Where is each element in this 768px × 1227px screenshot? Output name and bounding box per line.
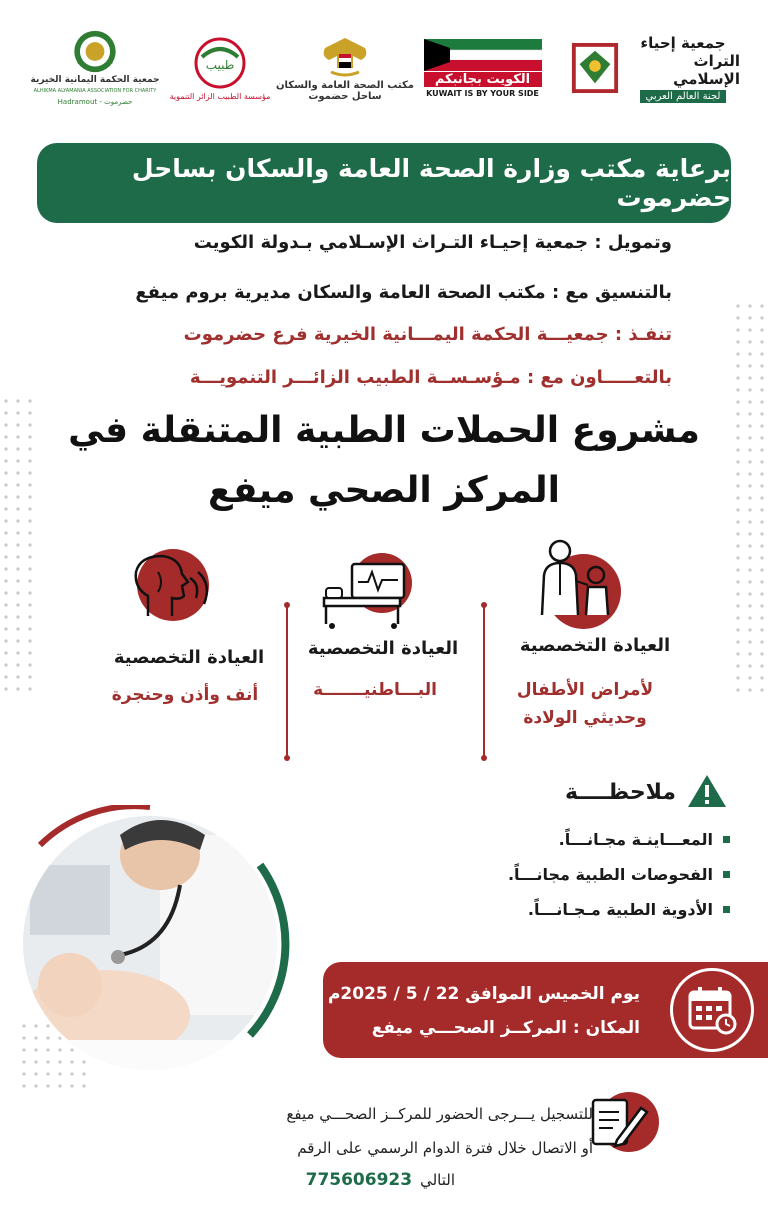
doctor-baby-photo xyxy=(10,805,300,1080)
funding-line: وتمويل : جمعية إحيـاء التـراث الإسـلامي بـدولة الكويت xyxy=(193,232,672,253)
sponsorship-banner: برعاية مكتب وزارة الصحة العامة والسكان بساحل حضرموت xyxy=(37,143,731,223)
coordination-line: بالتنسيق مع : مكتب الصحة العامة والسكان مديرية بروم ميفع xyxy=(135,282,672,303)
hospital-bed-monitor-icon xyxy=(320,558,420,630)
project-title-line1: مشروع الحملات الطبية المتنقلة في xyxy=(68,410,700,451)
ent-head-icon xyxy=(128,552,218,622)
note-item: الأدوية الطبية مـجـانـــاً. xyxy=(508,892,730,927)
note-item: المعـــاينـة مجـانـــاً. xyxy=(508,822,730,857)
pen-paper-icon xyxy=(585,1086,661,1158)
turath-logo: جمعية إحياء التراث الإسلامي لجنة العالم العربي xyxy=(570,28,740,108)
tabib-logo: طبيب مؤسسة الطبيب الزائر التنموية xyxy=(165,28,275,108)
clinic-pediatric-title: العيادة التخصصية xyxy=(519,635,671,656)
yemen-eagle-emblem-icon xyxy=(317,34,373,80)
divider-right xyxy=(483,607,485,757)
hikma-emblem-icon xyxy=(67,28,123,75)
clinic-pediatric-sub1: لأمراض الأطفال xyxy=(516,680,654,700)
clinic-internal-title: العيادة التخصصية xyxy=(307,638,459,659)
turath-emblem-icon xyxy=(570,40,620,96)
warning-icon xyxy=(686,773,728,809)
cooperation-line: بالتعـــــاون مع : مـؤسـســة الطبيب الزائـــر التنمويـــة xyxy=(189,367,672,388)
tabib-emblem-icon xyxy=(188,35,252,91)
divider-left xyxy=(286,607,288,757)
registration-line3: التالي 775606923 xyxy=(305,1170,455,1190)
clinic-internal-sub1: البـــاطنيـــــــة xyxy=(313,680,437,700)
calendar-icon-badge xyxy=(656,962,768,1058)
pediatric-doctor-icon xyxy=(530,535,630,625)
clinic-ent-sub1: أنف وأذن وحنجرة xyxy=(111,685,259,705)
calendar-icon xyxy=(686,984,738,1036)
registration-line1: للتسجيل يـــرجى الحضور للمركــز الصحـــي ميفع xyxy=(286,1105,593,1123)
note-item: الفحوصات الطبية مجانـــاً. xyxy=(508,857,730,892)
implementer-line: تنفـذ : جمعيـــة الحكمة اليمـــانية الخيرية فرع حضرموت xyxy=(183,324,672,345)
clinic-pediatric-sub2: وحديثي الولادة xyxy=(523,708,647,728)
kuwait-logo: الكويت بجانبكم KUWAIT IS BY YOUR SIDE xyxy=(420,28,545,108)
svg-text:طبيب: طبيب xyxy=(205,57,235,72)
ministry-logo: مكتب الصحة العامة والسكان ساحل حضموت xyxy=(285,28,405,108)
project-title-line2: المركز الصحي ميفع xyxy=(208,470,560,511)
kuwait-flag-icon xyxy=(424,39,542,71)
hikma-logo: جمعية الحكمة اليمانية الخيرية ALHIKMA ALYAMANIA ASSOCIATION FOR CHARITY Hadramout - حضرموت xyxy=(40,28,150,108)
partner-logos xyxy=(30,28,740,108)
registration-line2: أو الاتصال خلال فترة الدوام الرسمي على الرقم xyxy=(297,1139,593,1157)
event-date: يوم الخميس الموافق 22 / 5 / 2025م xyxy=(327,984,640,1004)
clinic-ent-title: العيادة التخصصية xyxy=(113,647,265,668)
event-place: المكان : المركــز الصحـــي ميفع xyxy=(371,1018,640,1038)
notes-title: ملاحظــــة xyxy=(564,780,676,805)
contact-phone: 775606923 xyxy=(305,1170,413,1190)
notes-list xyxy=(508,822,730,927)
